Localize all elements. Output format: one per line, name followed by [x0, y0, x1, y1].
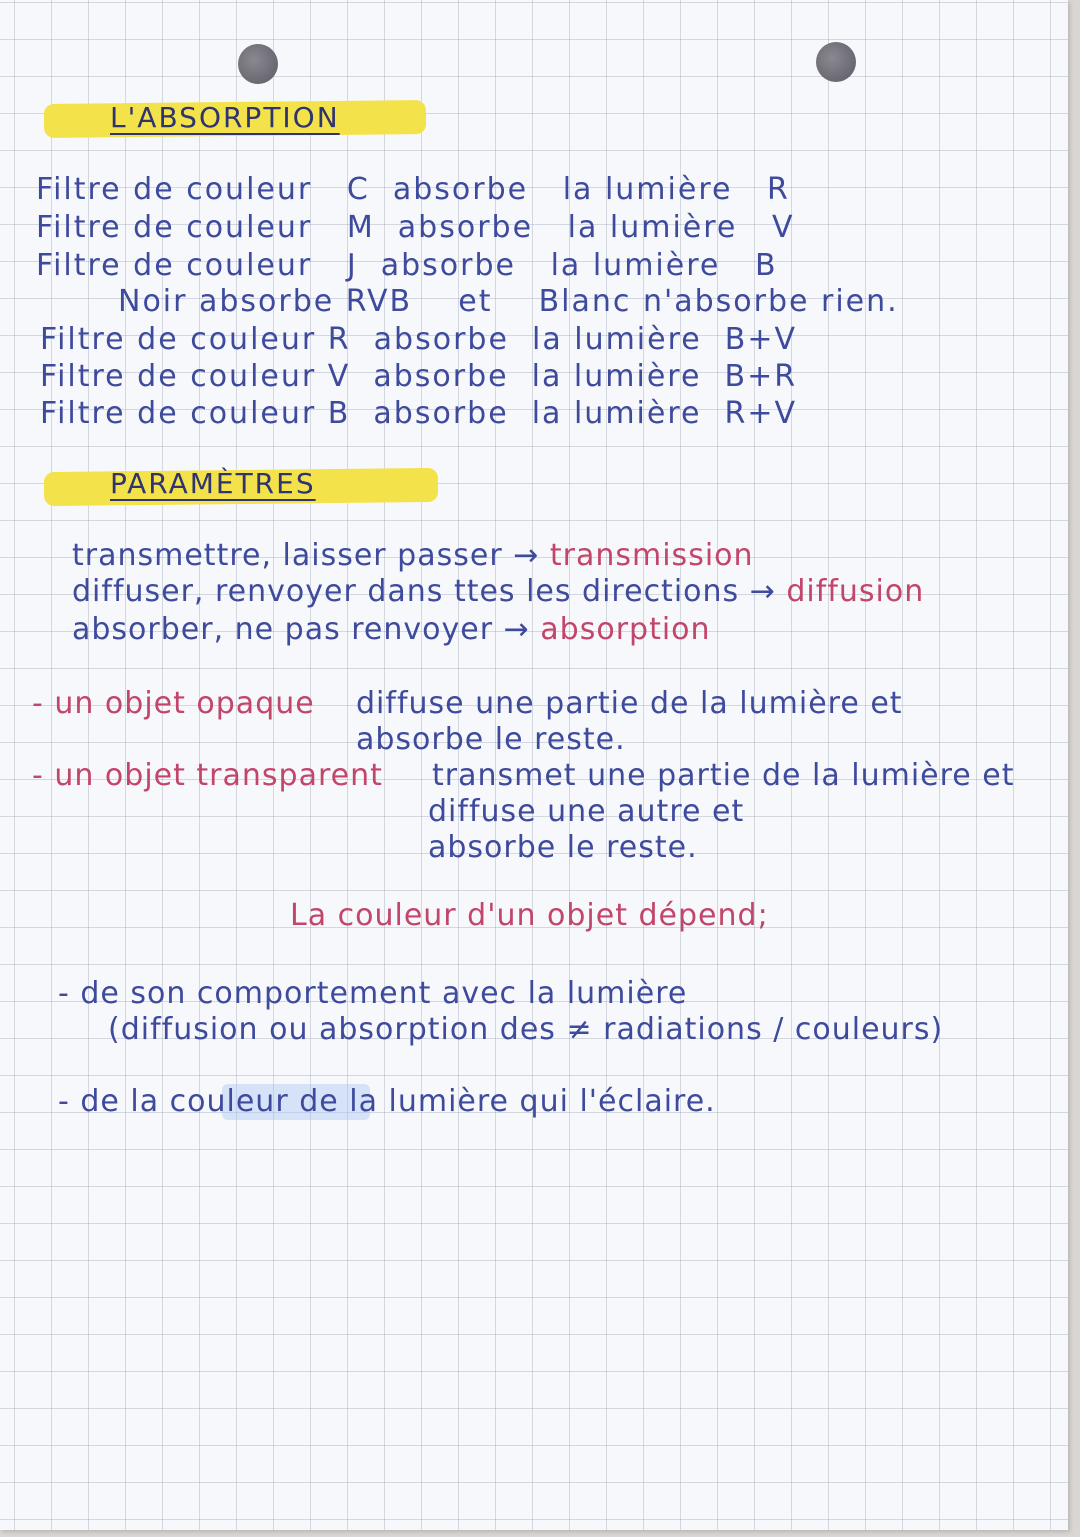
parametre-line-diffusion [72, 574, 924, 610]
objet-transparent-text-2: diffuse une autre et [428, 794, 745, 829]
parametre-definition: transmettre, laisser passer → [72, 538, 540, 573]
couleur-point-1-line-1: - de son comportement avec la lumière [58, 976, 688, 1011]
parametre-line-absorption [72, 612, 711, 648]
couleur-point-2-highlight: couleur [169, 1084, 289, 1119]
objet-opaque-text-1: diffuse une partie de la lumière et [356, 686, 903, 721]
parametre-term: diffusion [786, 574, 925, 609]
couleur-point-2-before: - de la [58, 1084, 170, 1119]
objet-transparent-label: - un objet transparent [32, 758, 383, 793]
objet-opaque-label: - un objet opaque [32, 686, 315, 721]
absorption-row-2: Filtre de couleur M absorbe la lumière V [36, 210, 795, 245]
couleur-point-2-after: de la lumière qui l'éclaire. [288, 1084, 716, 1119]
absorption-row-7: Filtre de couleur B absorbe la lumière R+V [40, 396, 798, 431]
parametre-definition: diffuser, renvoyer dans ttes les directions → [72, 574, 776, 609]
absorption-row-4: Noir absorbe RVB et Blanc n'absorbe rien. [118, 284, 899, 319]
absorption-row-5: Filtre de couleur R absorbe la lumière B+V [40, 322, 798, 357]
section-title-absorption: L'ABSORPTION [110, 101, 340, 134]
couleur-point-2 [58, 1084, 716, 1120]
section-title-parametres: PARAMÈTRES [110, 467, 316, 500]
couleur-point-1-line-2: (diffusion ou absorption des ≠ radiations / couleurs) [108, 1012, 944, 1047]
parametre-line-transmission [72, 538, 754, 574]
absorption-row-6: Filtre de couleur V absorbe la lumière B+R [40, 359, 798, 394]
objet-transparent-text-3: absorbe le reste. [428, 830, 698, 865]
couleur-heading: La couleur d'un objet dépend; [290, 898, 769, 933]
absorption-row-3: Filtre de couleur J absorbe la lumière B [36, 248, 778, 283]
punch-hole-right [816, 42, 856, 82]
parametre-term: absorption [540, 612, 711, 647]
parametre-definition: absorber, ne pas renvoyer → [72, 612, 530, 647]
parametre-term: transmission [549, 538, 754, 573]
punch-hole-left [238, 44, 278, 84]
objet-opaque-text-2: absorbe le reste. [356, 722, 626, 757]
absorption-row-1: Filtre de couleur C absorbe la lumière R [36, 172, 790, 207]
objet-transparent-text-1: transmet une partie de la lumière et [432, 758, 1015, 793]
